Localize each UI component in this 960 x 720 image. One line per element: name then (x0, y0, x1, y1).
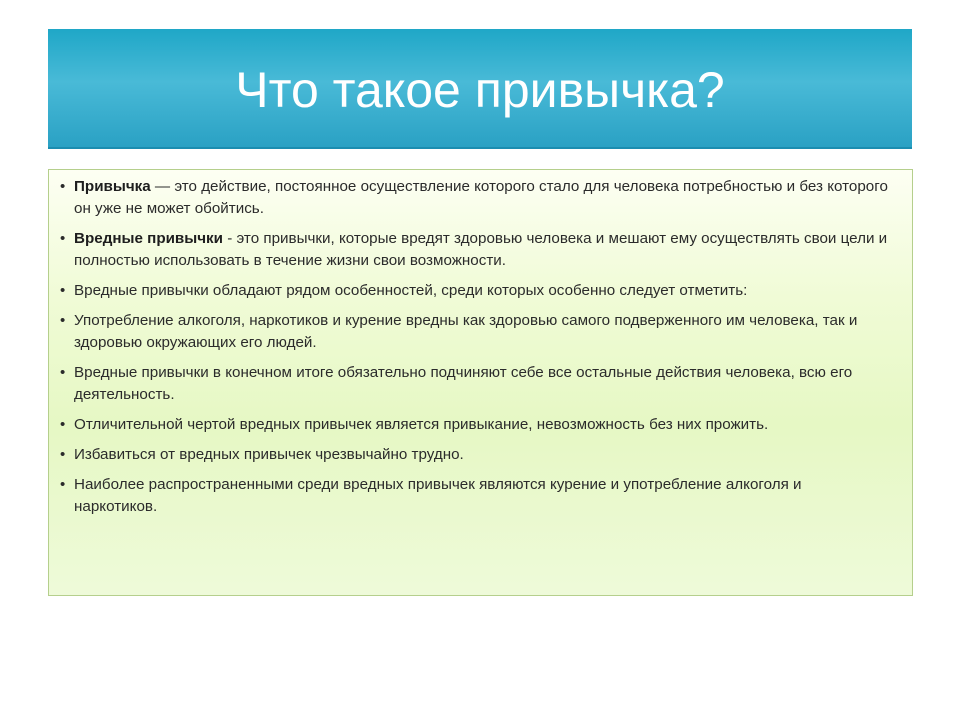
bullet-dot: • (60, 446, 66, 463)
title-bar (48, 29, 912, 149)
bullet-dot: • (60, 178, 66, 195)
bullet-dot: • (60, 230, 66, 247)
bullet-item (60, 362, 888, 406)
slide-title: Что такое привычка? (235, 62, 725, 118)
bullet-text: Употребление алкоголя, наркотиков и курение вредны как здоровью самого подверженного им человека, так и здоровью окружающих его людей. (74, 312, 858, 351)
bullet-bold-term: Привычка (74, 178, 151, 195)
bullet-text: Вредные привычки обладают рядом особенностей, среди которых особенно следует отметить: (74, 282, 748, 299)
bullet-list (60, 176, 888, 518)
bullet-text: Избавиться от вредных привычек чрезвычайно трудно. (74, 446, 464, 463)
bullet-dot: • (60, 364, 66, 381)
bullet-dot: • (60, 416, 66, 433)
content-box (48, 169, 913, 596)
bullet-bold-term: Вредные привычки (74, 230, 223, 247)
bullet-item (60, 280, 888, 302)
bullet-item (60, 474, 888, 518)
bullet-text: Наиболее распространенными среди вредных привычек являются курение и употребление алкоголя и наркотиков. (74, 476, 802, 515)
bullet-item (60, 228, 888, 272)
bullet-dot: • (60, 282, 66, 299)
bullet-text: — это действие, постоянное осуществление которого стало для человека потребностью и без которого он уже не может обойтись. (74, 178, 888, 217)
bullet-item (60, 310, 888, 354)
bullet-text: Отличительной чертой вредных привычек является привыкание, невозможность без них прожить. (74, 416, 769, 433)
bullet-dot: • (60, 312, 66, 329)
bullet-item (60, 444, 888, 466)
bullet-text: Вредные привычки в конечном итоге обязательно подчиняют себе все остальные действия человека, всю его деятельность. (74, 364, 853, 403)
bullet-text: - это привычки, которые вредят здоровью человека и мешают ему осуществлять свои цели и полностью использовать в течение жизни свои возможности. (74, 230, 888, 269)
bullet-item (60, 414, 888, 436)
bullet-item (60, 176, 888, 220)
bullet-dot: • (60, 476, 66, 493)
